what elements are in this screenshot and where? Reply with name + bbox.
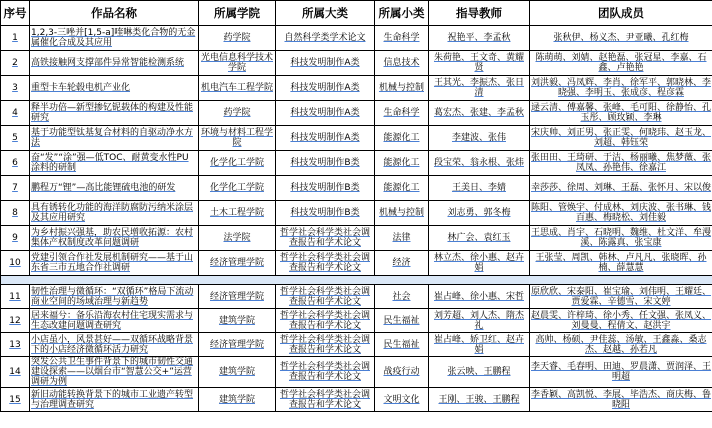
cell-no: 11 [1,285,30,309]
cell-team: 高帅、杨硕、尹佳蕊、汤敏、王鑫淼、桑志杰、赵越、孙若凡 [530,333,712,357]
cell-subcategory: 文明文化 [375,388,429,412]
cell-advisor: 林广会、袁红玉 [429,226,530,251]
cell-name: 具有锈转化功能的海洋防腐防污纳米涂层及其应用研究 [30,201,199,226]
cell-no: 2 [1,51,30,76]
cell-team: 原欣欣、宋泰阳、崔宝瑜、刘伟明、王耀廷、贾爱霖、辛德雪、宋文婷 [531,286,712,307]
cell-team: 刘洪毅、冯凤辉、李肖、徐军平、郭晓林、李晓强、李明玉、张成彦、程彦霖 [530,76,712,101]
header-row [1,1,712,26]
cell-name: 为乡村振兴强基，助农民增收拓源：农村集体产权制度改革问题调研 [30,226,199,251]
section-gap-cell [1,276,712,285]
table-row [1,26,712,51]
header-category: 所属大类 [276,1,375,26]
cell-college: 化学化工学院 [199,151,276,176]
cell-advisor: 葛宏杰、张建、李孟秋 [429,101,530,126]
cell-category: 自然科学类学术论文 [276,26,375,51]
cell-no: 14 [1,357,30,388]
header-advisor: 指导教师 [429,1,530,26]
cell-subcategory: 生命科学 [375,26,429,51]
table-row [1,201,712,226]
cell-team: 陈萌萌、刘婧、赵艳磊、张冠星、李嘉、石鑫、卢艳艳 [530,51,712,76]
header-subcategory: 所属小类 [375,1,429,26]
cell-name: 突发公共卫生事件背景下的城市韧性交通建设探索——以烟台市“智慧公交+”运营调研为例 [30,357,199,388]
table-row [1,226,712,251]
header-college: 所属学院 [199,1,276,26]
cell-subcategory: 机械与控制 [375,201,429,226]
cell-team: 李天睿、毛春明、田迪、罗晨潇、贾润泽、王明超 [530,357,712,388]
table-row [1,309,712,333]
cell-college: 建筑学院 [199,388,276,412]
cell-category: 哲学社会科学类社会调查报告和学术论文 [276,285,375,309]
cell-name: 释半功倍—新型掺钇铌载体的构建及性能研究 [30,101,199,126]
table-row [1,285,712,309]
cell-college: 光电信息科学技术学院 [199,51,276,76]
cell-category: 哲学社会科学类社会调查报告和学术论文 [276,226,375,251]
cell-category: 哲学社会科学类社会调查报告和学术论文 [276,333,375,357]
cell-advisor: 崔占峰、娇卫红、赵卉娟 [429,333,530,357]
cell-category: 科技发明制作A类 [276,76,375,101]
cell-subcategory: 能源化工 [375,126,429,151]
cell-advisor: 崔占峰、徐小惠、宋哲 [429,285,530,309]
cell-no: 3 [1,76,30,101]
table-row [1,176,712,201]
cell-name: 1,2,3-三唑并[1,5-a]喹啉类化合物的无金属催化合成及其应用 [30,26,199,51]
cell-subcategory: 法律 [375,226,429,251]
cell-no: 12 [1,309,30,333]
table-row [1,51,712,76]
cell-name: 韧性治理与微循环：“双循环”格局下流动商业空间的场域治理与新趋势 [30,285,199,309]
cell-advisor: 祝艳平、李孟秋 [429,26,530,51]
cell-college: 环境与材料工程学院 [199,126,276,151]
cell-team: 张田田、王琦研、于洁、杨丽曦、焦梦薇、张凤凤、孙艳伟、徐嘉江 [530,151,712,176]
header-team: 团队成员 [530,1,712,26]
cell-team: 宋庆帅、刘正男、张正雯、何晓玮、赵玉龙、刘超、韩钰荣 [530,126,712,151]
cell-college: 化学化工学院 [199,176,276,201]
cell-advisor: 朱荷艳、王文奇、黄耀贤 [429,51,530,76]
cell-category: 哲学社会科学类社会调查报告和学术论文 [276,388,375,412]
cell-category: 科技发明制作B类 [276,201,375,226]
cell-category: 哲学社会科学类社会调查报告和学术论文 [276,251,375,276]
table-row [1,126,712,151]
cell-category: 哲学社会科学类社会调查报告和学术论文 [276,357,375,388]
cell-subcategory: 战疫行动 [375,357,429,388]
cell-advisor: 王其光、李振杰、张日清 [429,76,530,101]
cell-name: 党建引领合作社发展机制研究——基于山东省三市五地合作社调研 [30,251,199,276]
cell-subcategory: 能源化工 [375,176,429,201]
cell-subcategory: 民生福祉 [375,309,429,333]
cell-advisor: 王美日、李婧 [429,176,530,201]
cell-subcategory: 机械与控制 [375,76,429,101]
cell-name: 奋“发”“涂”强—低TOC、耐黄变水性PU涂料的研制 [30,151,199,176]
cell-no: 4 [1,101,30,126]
cell-team: 李香颖、高凯悦、李展、毕浩杰、商庆梅、鲁晓阳 [531,389,712,410]
cell-no: 8 [1,201,30,226]
cell-college: 药学院 [199,26,276,51]
table-row [1,388,712,412]
cell-name: 基于功能型钛基复合材料的自驱动净水方法 [30,126,199,151]
table-row [1,151,712,176]
cell-college: 经济管理学院 [199,251,276,276]
cell-name: 高铁接触网支撑部件异常智能检测系统 [30,51,199,76]
table-row [1,101,712,126]
section-gap [1,276,712,285]
cell-subcategory: 经济 [375,251,429,276]
cell-advisor: 刘芳超、刘人杰、隋杰礼 [429,309,530,333]
cell-no: 15 [1,388,30,412]
cell-advisor: 王刚、王骏、王鹏程 [429,388,530,412]
header-no: 序号 [1,1,30,26]
cell-college: 机电汽车工程学院 [199,76,276,101]
cell-college: 法学院 [199,226,276,251]
cell-subcategory: 社会 [375,285,429,309]
cell-category: 科技发明制作A类 [276,126,375,151]
cell-advisor: 李建波、张伟 [429,126,530,151]
cell-advisor: 林立杰、徐小惠、赵卉娟 [429,251,530,276]
cell-category: 科技发明制作A类 [276,51,375,76]
cell-subcategory: 能源化工 [375,151,429,176]
cell-college: 经济管理学院 [199,285,276,309]
cell-no: 9 [1,226,30,251]
cell-team: 赵晨雯、许梓琦、徐小秀、任文强、张凤义、刘曼曼、程倩文、赵洪宇 [531,310,712,331]
table-row [1,251,712,276]
table-row [1,357,712,388]
table-row [1,333,712,357]
cell-college: 建筑学院 [199,357,276,388]
cell-team: 张秋伊、杨义杰、尹亚曦、孔红梅 [530,26,712,51]
cell-name: 居来福兮：备乐沿海农村住宅现实需求与生态改建问题调查研究 [30,309,199,333]
cell-no: 10 [1,251,30,276]
cell-name: 新旧动能转换背景下的城市工业遗产转型与治理调查研究 [30,388,199,412]
cell-team: 陈阳、管焕宇、付成林、刘庆波、张书琳、钱百惠、梅晓松、刘佳毅 [530,201,712,226]
cell-team: 王张莹、周凯、韩林、卢凡凡、张晓晖、孙楠、薛慧慧 [530,251,712,276]
cell-subcategory: 信息技术 [375,51,429,76]
cell-advisor: 段宝荣、翁永根、张炜 [429,151,530,176]
cell-team: 幸莎莎、徐周、刘琳、王磊、张怀月、宋以俊 [530,176,712,201]
cell-advisor: 刘志勇、郭冬梅 [429,201,530,226]
cell-name: 重型卡车轮毂电机产业化 [30,76,199,101]
cell-no: 1 [1,26,30,51]
cell-subcategory: 生命科学 [375,101,429,126]
cell-category: 科技发明制作A类 [276,101,375,126]
table-body [1,26,712,412]
cell-college: 药学院 [199,101,276,126]
cell-team: 逯云清、傅嘉馨、张峰、毛可阳、徐静怡、孔玉彤、顾玫颖、李琳 [530,101,712,126]
cell-category: 哲学社会科学类社会调查报告和学术论文 [276,309,375,333]
cell-no: 7 [1,176,30,201]
header-name: 作品名称 [30,1,199,26]
cell-subcategory: 民生福祉 [375,333,429,357]
cell-team: 王思成、肖宇、石晓明、魏维、杜文洋、牟漫溪、陈露真、张宝康 [530,226,712,251]
cell-college: 土木工程学院 [199,201,276,226]
cell-no: 6 [1,151,30,176]
cell-name: 小店虽小，风景甚好——双循环战略背景下的小店经济微循环活力研究 [30,333,199,357]
cell-advisor: 张云映、王鹏程 [429,357,530,388]
cell-name: 鹏程万“锂”—高比能锂硫电池的研发 [30,176,199,201]
cell-college: 建筑学院 [199,309,276,333]
cell-no: 13 [1,333,30,357]
cell-category: 科技发明制作B类 [276,176,375,201]
cell-college: 经济管理学院 [199,333,276,357]
cell-no: 5 [1,126,30,151]
table-row [1,76,712,101]
cell-category: 科技发明制作B类 [276,151,375,176]
